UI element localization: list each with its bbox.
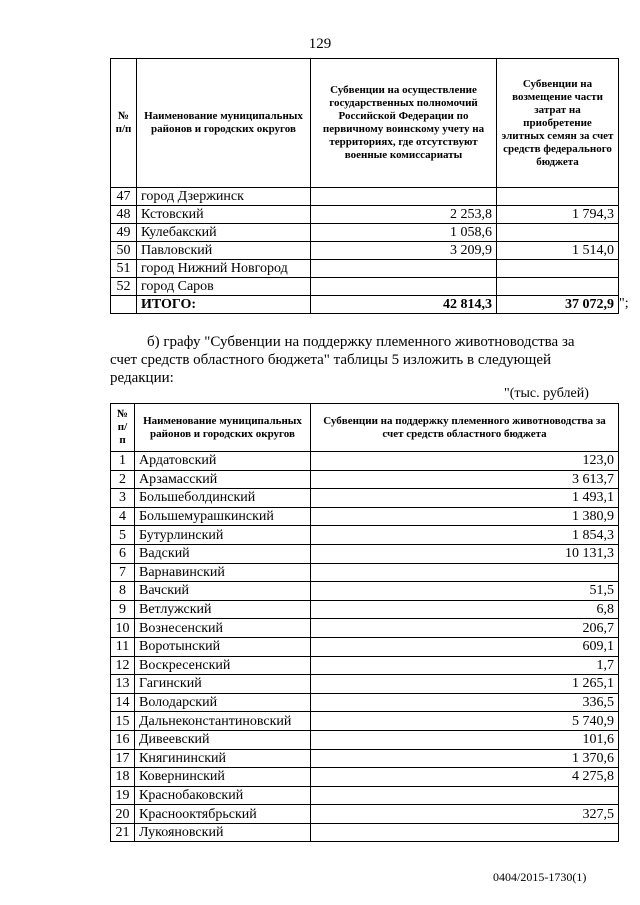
row-district-name: Арзамасский: [135, 470, 311, 489]
row-military-registration: 2 253,8: [311, 206, 497, 224]
row-number: 6: [111, 544, 135, 563]
row-elite-seeds: 1 794,3: [497, 206, 619, 224]
table-row: [111, 452, 619, 471]
row-livestock-subvention: 123,0: [311, 452, 619, 471]
row-livestock-subvention: 6,8: [311, 600, 619, 619]
table-row: [111, 526, 619, 545]
row-number: 13: [111, 675, 135, 694]
paragraph-line: б) графу "Субвенции на поддержку племенного животноводства за: [147, 334, 575, 350]
row-elite-seeds: [497, 260, 619, 278]
row-district-name: Кстовский: [137, 206, 311, 224]
table-row: [111, 749, 619, 768]
row-district-name: Бутурлинский: [135, 526, 311, 545]
table-row: [111, 786, 619, 805]
row-number: 51: [111, 260, 137, 278]
row-number: 5: [111, 526, 135, 545]
table-row: [111, 712, 619, 731]
total-elite-seeds: 37 072,9: [497, 296, 619, 314]
header-livestock: Субвенции на поддержку племенного животноводства за счет средств областного бюджета: [311, 404, 619, 452]
row-district-name: Княгининский: [135, 749, 311, 768]
row-district-name: город Нижний Новгород: [137, 260, 311, 278]
row-military-registration: [311, 278, 497, 296]
row-elite-seeds: [497, 188, 619, 206]
table-row: [111, 619, 619, 638]
total-row: [111, 296, 619, 314]
table-row: [111, 637, 619, 656]
row-district-name: Краснооктябрьский: [135, 805, 311, 824]
row-livestock-subvention: 5 740,9: [311, 712, 619, 731]
row-livestock-subvention: [311, 786, 619, 805]
row-livestock-subvention: 3 613,7: [311, 470, 619, 489]
row-number: 18: [111, 768, 135, 787]
row-number: 8: [111, 582, 135, 601]
header-num: № п/п: [111, 404, 135, 452]
table-row: [111, 768, 619, 787]
row-military-registration: [311, 188, 497, 206]
table-row: [111, 507, 619, 526]
row-number: 50: [111, 242, 137, 260]
row-livestock-subvention: 1 265,1: [311, 675, 619, 694]
row-district-name: Дивеевский: [135, 730, 311, 749]
table-row: [111, 563, 619, 582]
row-number: 14: [111, 693, 135, 712]
row-district-name: Гагинский: [135, 675, 311, 694]
table-row: [111, 600, 619, 619]
header-military-registration: Субвенции на осуществление государственных полномочий Российской Федерации по первичному воинскому учету на территориях, где отсутствуют военные комиссариаты: [311, 59, 497, 188]
row-district-name: Краснобаковский: [135, 786, 311, 805]
table-row: [111, 224, 619, 242]
row-elite-seeds: [497, 278, 619, 296]
page-number: 129: [308, 36, 332, 52]
row-livestock-subvention: 10 131,3: [311, 544, 619, 563]
row-district-name: Павловский: [137, 242, 311, 260]
row-district-name: Ветлужский: [135, 600, 311, 619]
row-number: 12: [111, 656, 135, 675]
header-name: Наименование муниципальных районов и городских округов: [135, 404, 311, 452]
document-id: 0404/2015-1730(1): [493, 870, 587, 884]
table-row: [111, 489, 619, 508]
row-number: 15: [111, 712, 135, 731]
header-num: № п/п: [111, 59, 137, 188]
row-number: 48: [111, 206, 137, 224]
total-military-registration: 42 814,3: [311, 296, 497, 314]
row-district-name: Ковернинский: [135, 768, 311, 787]
table-row: [111, 188, 619, 206]
table-row: [111, 582, 619, 601]
header-elite-seeds: Субвенции на возмещение части затрат на приобретение элитных семян за счет средств федерального бюджета: [497, 59, 619, 188]
row-district-name: Володарский: [135, 693, 311, 712]
row-number: 47: [111, 188, 137, 206]
subventions-table-federal: [110, 58, 619, 314]
subventions-table-livestock: [110, 403, 619, 842]
row-district-name: Воротынский: [135, 637, 311, 656]
row-district-name: Вачский: [135, 582, 311, 601]
row-military-registration: [311, 260, 497, 278]
row-number: 7: [111, 563, 135, 582]
row-livestock-subvention: 1 380,9: [311, 507, 619, 526]
row-number: 52: [111, 278, 137, 296]
row-livestock-subvention: 609,1: [311, 637, 619, 656]
row-district-name: Воскресенский: [135, 656, 311, 675]
row-number: 9: [111, 600, 135, 619]
amendment-paragraph: [110, 333, 607, 387]
table-row: [111, 693, 619, 712]
row-district-name: Кулебакский: [137, 224, 311, 242]
table-row: [111, 730, 619, 749]
row-number: 20: [111, 805, 135, 824]
row-military-registration: 1 058,6: [311, 224, 497, 242]
row-district-name: город Саров: [137, 278, 311, 296]
total-label: ИТОГО:: [137, 296, 311, 314]
table-row: [111, 206, 619, 224]
table-row: [111, 260, 619, 278]
row-livestock-subvention: 1 854,3: [311, 526, 619, 545]
closing-quote: ";: [619, 296, 629, 311]
row-number: 19: [111, 786, 135, 805]
row-livestock-subvention: 101,6: [311, 730, 619, 749]
row-number: 21: [111, 823, 135, 842]
unit-note: "(тыс. рублей): [504, 386, 589, 401]
row-number: 2: [111, 470, 135, 489]
table-row: [111, 656, 619, 675]
table-row: [111, 470, 619, 489]
row-district-name: Лукояновский: [135, 823, 311, 842]
table-row: [111, 675, 619, 694]
row-livestock-subvention: [311, 823, 619, 842]
row-livestock-subvention: [311, 563, 619, 582]
row-number: 16: [111, 730, 135, 749]
row-military-registration: 3 209,9: [311, 242, 497, 260]
row-livestock-subvention: 1,7: [311, 656, 619, 675]
row-number: 11: [111, 637, 135, 656]
row-elite-seeds: 1 514,0: [497, 242, 619, 260]
row-number: 4: [111, 507, 135, 526]
paragraph-line: редакции:: [110, 370, 174, 386]
table-row: [111, 823, 619, 842]
row-number: 10: [111, 619, 135, 638]
row-district-name: Большеболдинский: [135, 489, 311, 508]
row-livestock-subvention: 4 275,8: [311, 768, 619, 787]
paragraph-line: счет средств областного бюджета" таблицы 5 изложить в следующей: [110, 352, 552, 368]
table-row: [111, 242, 619, 260]
row-number: 3: [111, 489, 135, 508]
table-header-row: [111, 404, 619, 452]
row-livestock-subvention: 1 493,1: [311, 489, 619, 508]
row-district-name: Вознесенский: [135, 619, 311, 638]
header-name: Наименование муниципальных районов и городских округов: [137, 59, 311, 188]
row-livestock-subvention: 206,7: [311, 619, 619, 638]
row-livestock-subvention: 51,5: [311, 582, 619, 601]
row-livestock-subvention: 327,5: [311, 805, 619, 824]
row-district-name: Вадский: [135, 544, 311, 563]
row-livestock-subvention: 1 370,6: [311, 749, 619, 768]
row-district-name: Ардатовский: [135, 452, 311, 471]
row-number: 49: [111, 224, 137, 242]
row-elite-seeds: [497, 224, 619, 242]
row-livestock-subvention: 336,5: [311, 693, 619, 712]
table-header-row: [111, 59, 619, 188]
row-district-name: Дальнеконстантиновский: [135, 712, 311, 731]
table-row: [111, 805, 619, 824]
table-row: [111, 278, 619, 296]
row-district-name: Большемурашкинский: [135, 507, 311, 526]
row-number: 17: [111, 749, 135, 768]
table-row: [111, 544, 619, 563]
row-district-name: город Дзержинск: [137, 188, 311, 206]
row-district-name: Варнавинский: [135, 563, 311, 582]
row-number: 1: [111, 452, 135, 471]
